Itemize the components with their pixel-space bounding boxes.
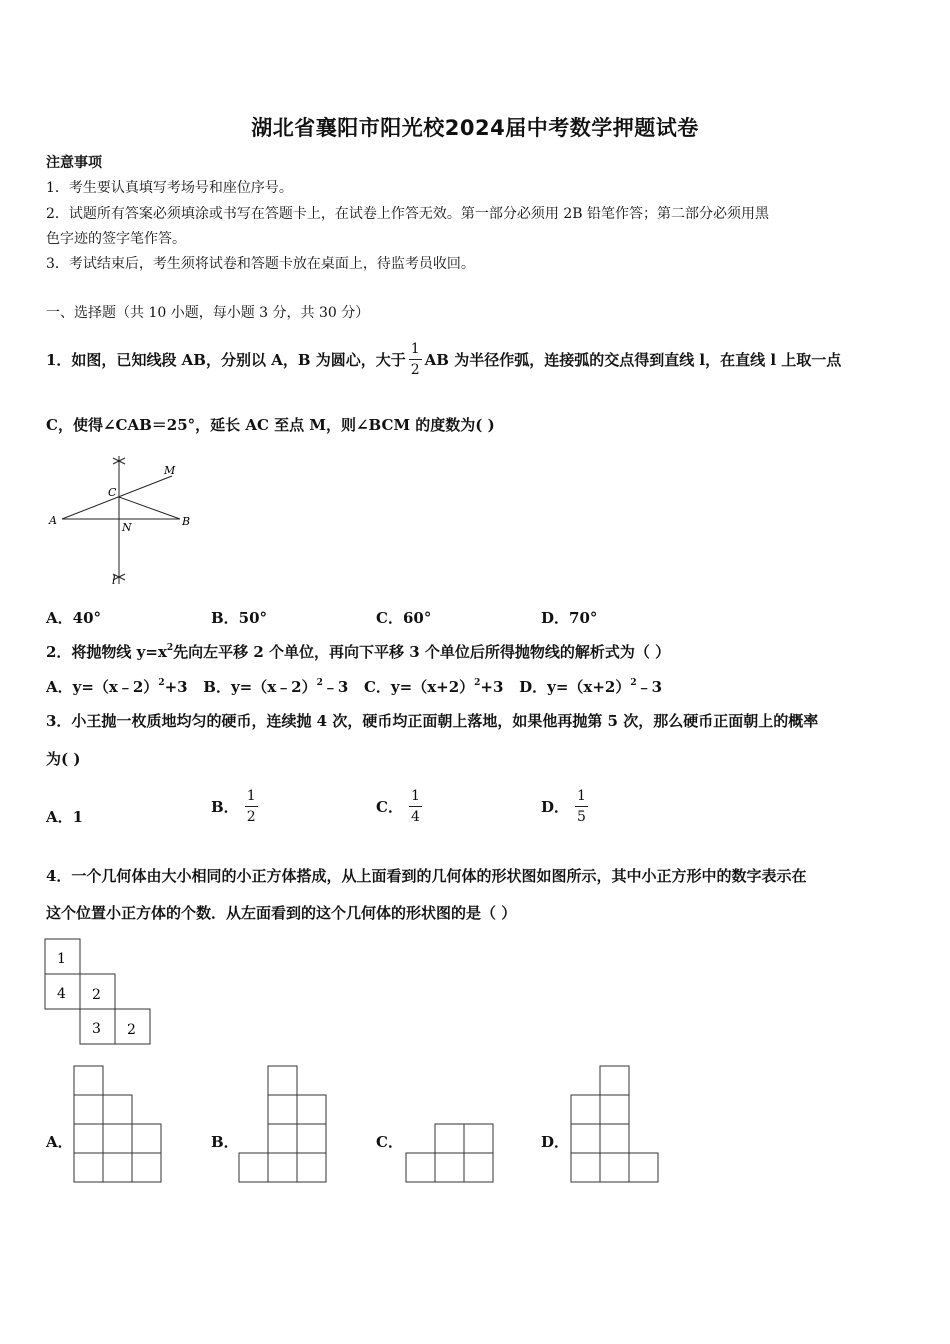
question-1-prefix: 1．如图，已知线段 AB，分别以 A，B 为圆心，大于 (46, 350, 406, 369)
question-1-figure (44, 452, 204, 592)
question-1-line-1 (46, 328, 841, 390)
notice-item-3: 3．考试结束后，考生须将试卷和答题卡放在桌面上，待监考员收回。 (46, 256, 475, 272)
option-c-tail: +3 (480, 678, 504, 696)
ray-am (62, 476, 172, 519)
question-1-option-b[interactable]: B．50° (211, 609, 268, 627)
option-b-denominator: 2 (246, 808, 256, 825)
option-d-fraction (575, 789, 588, 824)
notice-heading: 注意事项 (46, 155, 102, 171)
option-d-tail: ﹣3 (636, 678, 663, 696)
half-fraction (409, 342, 422, 377)
question-1-line-2: C，使得∠CAB＝25°，延长 AC 至点 M，则∠BCM 的度数为( ) (46, 416, 495, 434)
exponent: 2 (166, 643, 174, 653)
notice-item-1: 1．考生要认真填写考场号和座位序号。 (46, 180, 293, 196)
option-a-text: A．y=（x﹣2） (46, 678, 159, 696)
question-3-line-1: 3．小王抛一枚质地均匀的硬币，连续抛 4 次，硬币均正面朝上落地，如果他再抛第 5 次，那么硬币正面朝上的概率 (46, 712, 819, 730)
label-l: l (112, 574, 116, 587)
option-b-exponent: 2 (316, 678, 323, 688)
question-2-option-a[interactable] (46, 678, 188, 696)
grid-number: 3 (92, 1021, 101, 1037)
fraction-denominator: 2 (410, 361, 420, 378)
option-c-text: C．y=（x+2） (363, 678, 475, 696)
question-4-option-d-figure[interactable] (570, 1065, 670, 1189)
question-1-suffix: AB 为半径作弧，连接弧的交点得到直线 l，在直线 l 上取一点 (424, 350, 842, 369)
notice-item-2-line-2: 色字迹的签字笔作答。 (46, 231, 186, 247)
option-a-tail: +3 (164, 678, 188, 696)
question-2-option-d[interactable] (519, 678, 662, 696)
question-4-line-1: 4．一个几何体由大小相同的小正方体搭成，从上面看到的几何体的形状图如图所示，其中小正方形中的数字表示在 (46, 867, 807, 885)
question-2-stem (46, 641, 670, 662)
question-2-options (46, 676, 662, 697)
grid-number: 4 (57, 986, 66, 1002)
question-3-option-c[interactable] (376, 780, 422, 832)
question-1-option-c[interactable]: C．60° (376, 609, 432, 627)
grid-number: 2 (127, 1022, 136, 1038)
question-2-stem-start: 2．将抛物线 y=x (46, 643, 167, 661)
question-1-option-a[interactable]: A．40° (46, 609, 102, 627)
grid-number: 1 (57, 951, 66, 967)
question-2-option-c[interactable] (364, 678, 503, 696)
top-view-grid (44, 938, 156, 1050)
question-4-option-a-figure[interactable] (73, 1065, 173, 1189)
option-d-label: D． (541, 797, 570, 816)
question-3-option-d[interactable] (541, 780, 588, 832)
question-1-option-d[interactable]: D．70° (541, 609, 598, 627)
exam-title: 湖北省襄阳市阳光校2024届中考数学押题试卷 (251, 116, 699, 140)
option-d-text: D．y=（x+2） (519, 678, 631, 696)
question-4-option-c-label[interactable]: C． (376, 1133, 403, 1151)
label-b: B (182, 515, 191, 528)
question-3-line-2: 为( ) (46, 750, 81, 768)
option-c-fraction (409, 789, 422, 824)
question-3-option-b[interactable] (211, 780, 258, 832)
grid-number: 2 (92, 987, 101, 1003)
question-4-option-b-figure[interactable] (238, 1065, 338, 1189)
label-m: M (164, 464, 176, 477)
option-a-exponent: 2 (158, 678, 165, 688)
segment-cb (119, 497, 180, 519)
question-4-option-c-figure[interactable] (405, 1065, 505, 1189)
question-4-option-a-label[interactable]: A． (46, 1133, 73, 1151)
option-d-denominator: 5 (577, 808, 586, 825)
fraction-numerator: 1 (409, 342, 422, 360)
question-2-stem-end: 先向左平移 2 个单位，再向下平移 3 个单位后所得抛物线的解析式为（ ） (173, 643, 671, 661)
option-c-label: C． (376, 797, 403, 816)
question-4-option-b-label[interactable]: B． (211, 1133, 239, 1151)
label-a: A (49, 514, 57, 527)
notice-item-2-line-1: 2．试题所有答案必须填涂或书写在答题卡上，在试卷上作答无效。第一部分必须用 2B 铅笔作答；第二部分必须用黑 (46, 206, 769, 222)
question-4-line-2: 这个位置小正方体的个数．从左面看到的这个几何体的形状图的是（ ） (46, 904, 517, 922)
option-c-numerator: 1 (409, 789, 422, 807)
section-heading: 一、选择题（共 10 小题，每小题 3 分，共 30 分） (46, 305, 370, 321)
option-b-label: B． (211, 797, 239, 816)
option-c-exponent: 2 (474, 678, 481, 688)
option-b-fraction (245, 789, 258, 824)
option-d-exponent: 2 (630, 678, 637, 688)
option-c-denominator: 4 (410, 808, 420, 825)
option-b-numerator: 1 (245, 789, 258, 807)
question-2-option-b[interactable] (203, 678, 348, 696)
option-b-tail: ﹣3 (322, 678, 349, 696)
label-n: N (122, 521, 132, 534)
question-4-option-d-label[interactable]: D． (541, 1133, 570, 1151)
question-3-option-a[interactable]: A．1 (46, 808, 84, 826)
option-d-numerator: 1 (575, 789, 588, 807)
option-b-text: B．y=（x﹣2） (203, 678, 317, 696)
label-c: C (108, 486, 117, 499)
